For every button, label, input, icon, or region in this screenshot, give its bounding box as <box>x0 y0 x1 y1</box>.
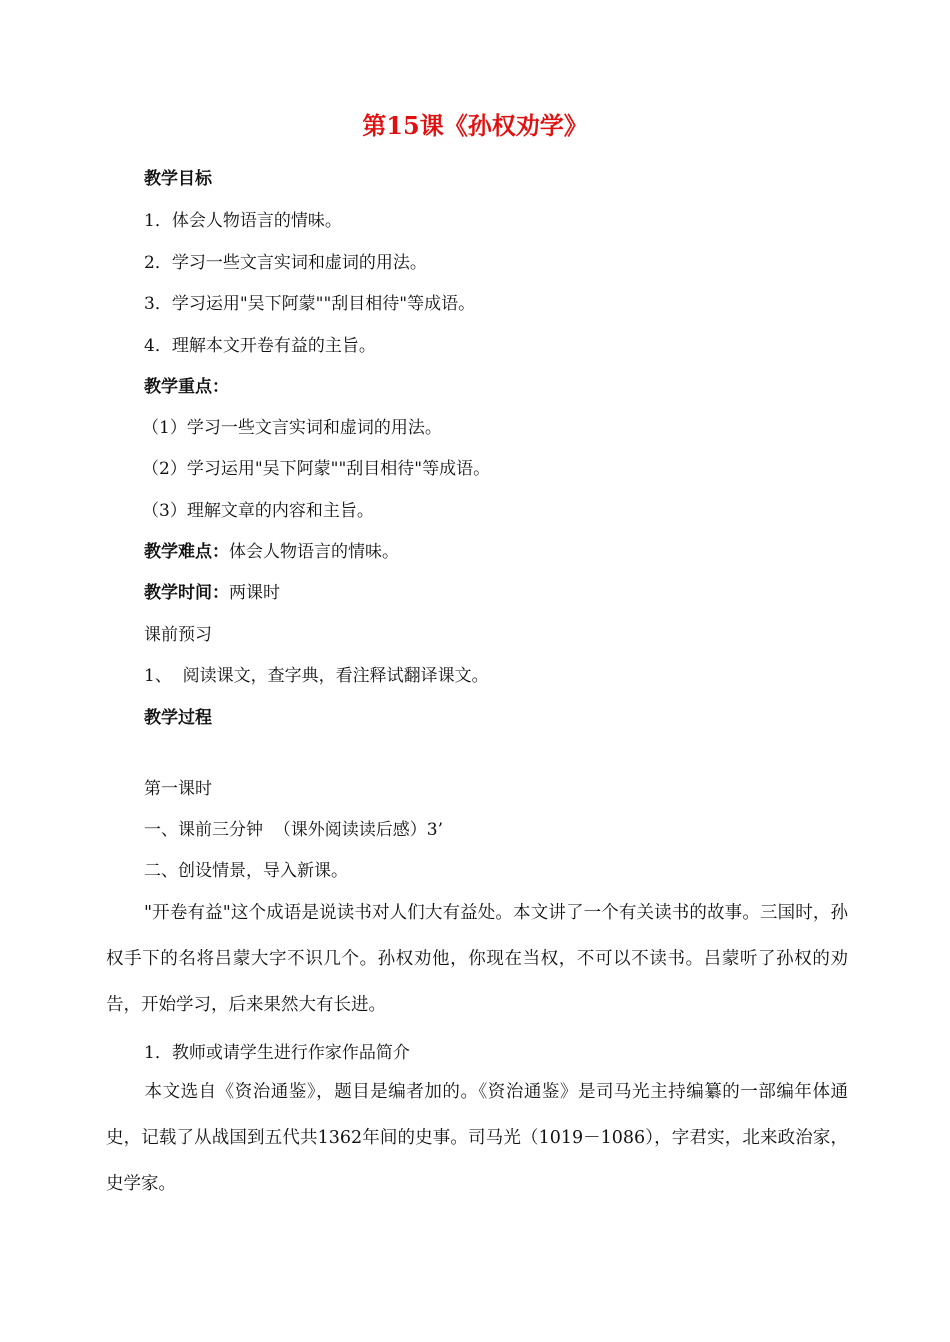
preview-heading: 课前预习 <box>144 625 212 645</box>
step-two: 二、创设情景，导入新课。 <box>144 861 348 881</box>
key-points-heading: 教学重点： <box>144 377 229 397</box>
time-label: 教学时间： <box>144 583 229 603</box>
page-title: 第15课《孙权劝学》 <box>362 111 588 140</box>
difficulty-value: 体会人物语言的情味。 <box>229 542 399 562</box>
objective-item: 4．理解本文开卷有益的主旨。 <box>144 336 376 356</box>
preview-item: 1、 阅读课文，查字典，看注释试翻译课文。 <box>144 666 489 686</box>
sub-step-one: 1．教师或请学生进行作家作品简介 <box>144 1043 410 1063</box>
objective-item: 1．体会人物语言的情味。 <box>144 211 342 231</box>
step-one: 一、课前三分钟 （课外阅读读后感）3’ <box>144 820 444 840</box>
lesson-heading: 第一课时 <box>144 779 212 799</box>
time-value: 两课时 <box>229 583 280 603</box>
key-point-item: （1）学习一些文言实词和虚词的用法。 <box>142 418 442 438</box>
intro-paragraph-text: "开卷有益"这个成语是说读书对人们大有益处。本文讲了一个有关读书的故事。三国时，孙权手下的名将吕蒙大字不识几个。孙权劝他，你现在当权，不可以不读书。吕蒙听了孙权的劝告，开始学习，后来果然大有长进。 <box>106 903 848 1015</box>
key-point-item: （3）理解文章的内容和主旨。 <box>142 501 374 521</box>
time-line <box>144 580 280 606</box>
difficulty-line <box>144 539 399 565</box>
author-paragraph-text: 本文选自《资治通鉴》，题目是编者加的。《资治通鉴》是司马光主持编纂的一部编年体通史，记载了从战国到五代共1362年间的史事。司马光（1019－1086），字君实，北来政治家，史学家。 <box>106 1082 848 1194</box>
difficulty-label: 教学难点： <box>144 542 229 562</box>
intro-paragraph <box>106 890 848 1028</box>
key-point-item: （2）学习运用"吴下阿蒙""刮目相待"等成语。 <box>142 459 491 479</box>
objective-item: 3．学习运用"吴下阿蒙""刮目相待"等成语。 <box>144 294 476 314</box>
process-heading: 教学过程 <box>144 708 212 728</box>
objective-item: 2．学习一些文言实词和虚词的用法。 <box>144 253 427 273</box>
author-paragraph <box>106 1069 848 1207</box>
objectives-heading: 教学目标 <box>144 169 212 189</box>
